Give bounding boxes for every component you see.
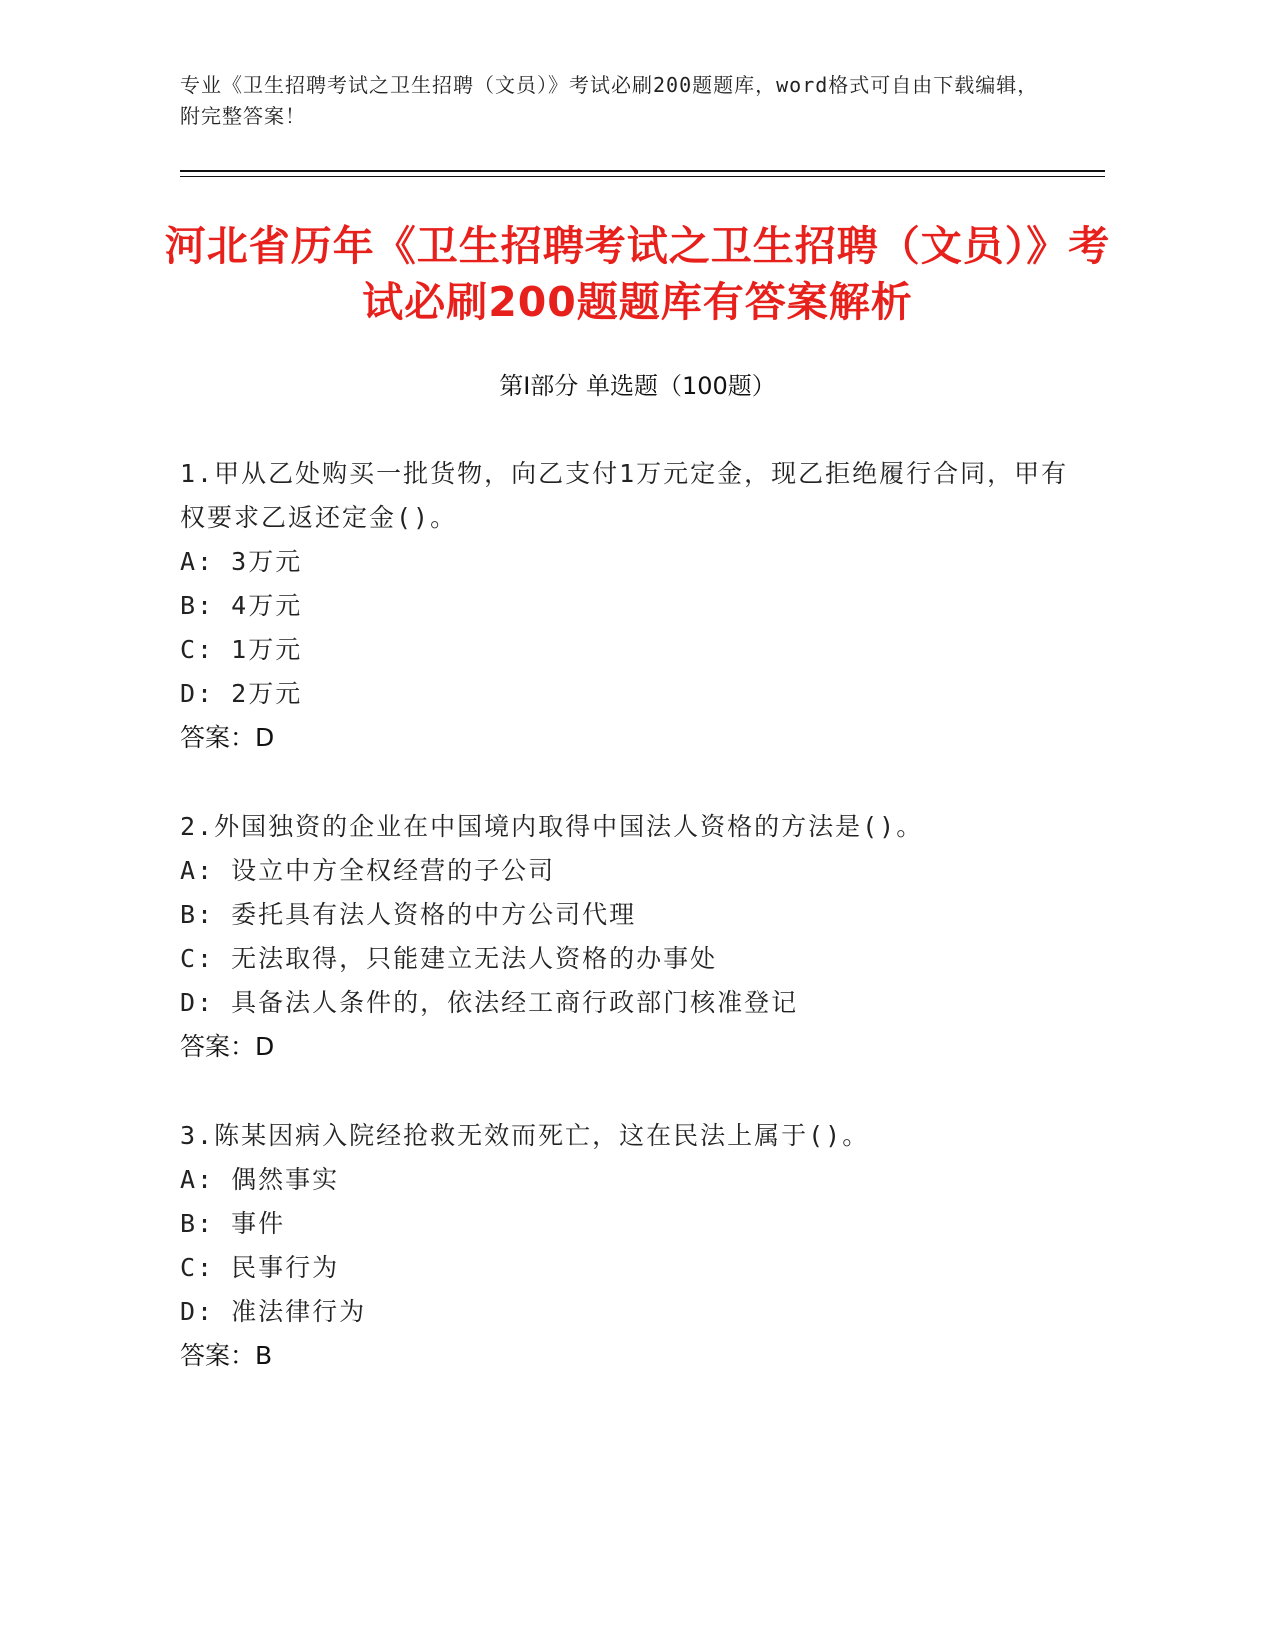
question-3 (180, 1114, 1080, 1378)
option-c: C: 民事行为 (180, 1253, 340, 1282)
question-stem: 2.外国独资的企业在中国境内取得中国法人资格的方法是()。 (180, 812, 924, 841)
question-stem: 1.甲从乙处购买一批货物，向乙支付1万元定金，现乙拒绝履行合同，甲有权要求乙返还定金()。 (180, 459, 1069, 532)
question-stem: 3.陈某因病入院经抢救无效而死亡，这在民法上属于()。 (180, 1121, 870, 1150)
question-1 (180, 452, 1080, 760)
header-note: 专业《卫生招聘考试之卫生招聘（文员）》考试必刷200题题库，word格式可自由下载编辑，附完整答案！ (180, 73, 1039, 128)
header-rule-thin (180, 176, 1105, 177)
option-a: A: 3万元 (180, 547, 303, 576)
option-a: A: 偶然事实 (180, 1165, 340, 1194)
header-rule-thick (180, 170, 1105, 172)
option-d: D: 具备法人条件的，依法经工商行政部门核准登记 (180, 988, 799, 1017)
option-d: D: 2万元 (180, 679, 303, 708)
section-title: 第I部分 单选题（100题） (499, 372, 776, 400)
answer: 答案：D (180, 1032, 275, 1061)
option-d: D: 准法律行为 (180, 1297, 367, 1326)
document-title: 河北省历年《卫生招聘考试之卫生招聘（文员）》考试必刷200题题库有答案解析 (164, 222, 1111, 326)
question-list (180, 452, 1080, 1423)
option-a: A: 设立中方全权经营的子公司 (180, 856, 556, 885)
option-c: C: 无法取得，只能建立无法人资格的办事处 (180, 944, 718, 973)
question-2 (180, 805, 1080, 1069)
option-c: C: 1万元 (180, 635, 303, 664)
answer: 答案：B (180, 1341, 273, 1370)
option-b: B: 4万元 (180, 591, 303, 620)
answer: 答案：D (180, 723, 275, 752)
option-b: B: 事件 (180, 1209, 286, 1238)
option-b: B: 委托具有法人资格的中方公司代理 (180, 900, 637, 929)
